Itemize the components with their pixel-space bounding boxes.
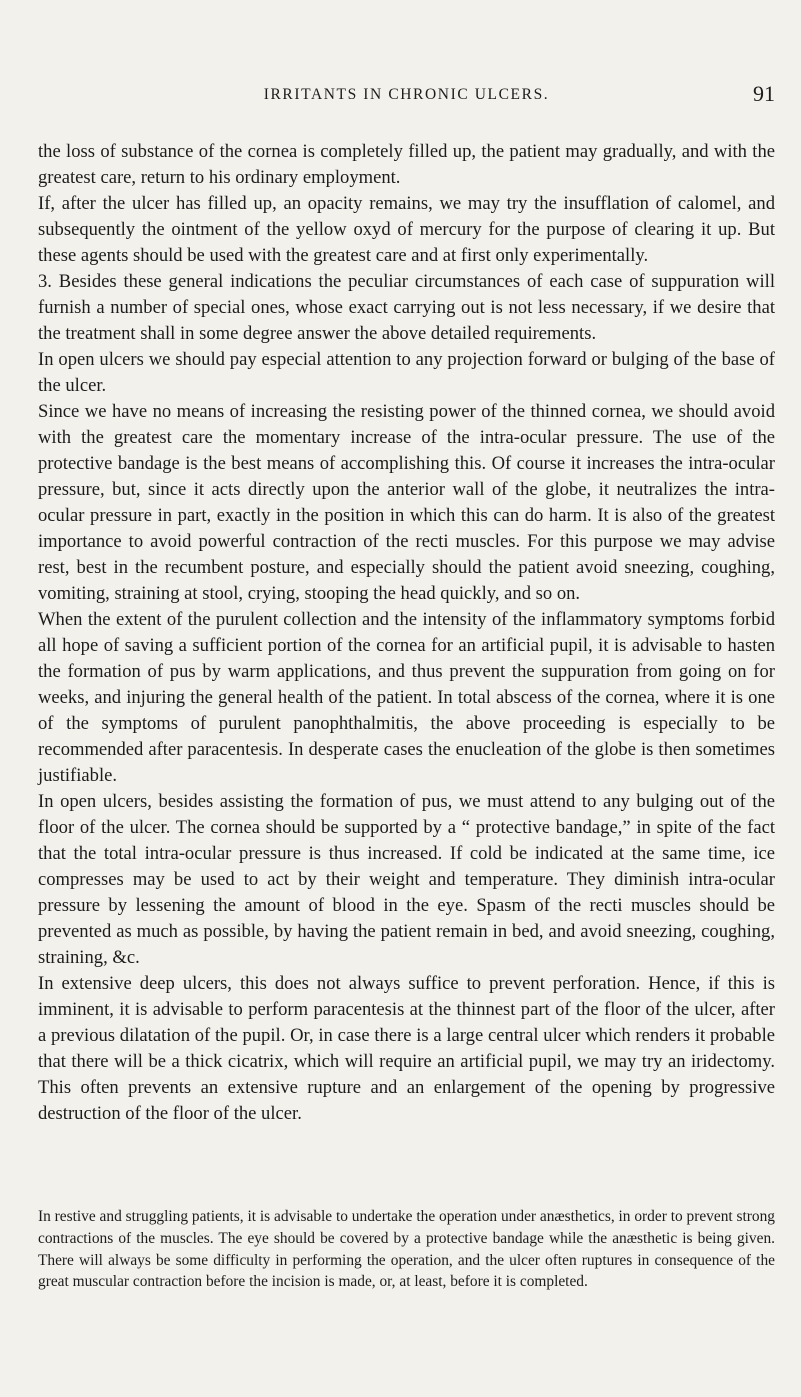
paragraph: Since we have no means of increasing the resisting power of the thinned cornea, we should avoid with the greatest care the momentary increase of the intra-ocular pressure. The use of the protective bandage is the best means of accomplishing this. Of course it increases the intra-ocular pressure, but, since it acts directly upon the anterior wall of the globe, it neutralizes the intra-ocular pressure in part, exactly in the position in which this can do harm. It is also of the greatest importance to avoid powerful contraction of the recti muscles. For this purpose we may advise rest, best in the recumbent posture, and especially should the patient avoid sneezing, coughing, vomiting, straining at stool, crying, stooping the head quickly, and so on.	[38, 401, 775, 604]
paragraph: When the extent of the purulent collection and the intensity of the inflammatory symptoms forbid all hope of saving a sufficient portion of the cornea for an artificial pupil, it is advisable to hasten the formation of pus by warm applications, and thus prevent the suppuration from going on for weeks, and injuring the general health of the patient. In total abscess of the cornea, where it is one of the symptoms of purulent panophthalmitis, the above proceeding is especially to be recommended after paracentesis. In desperate cases the enucleation of the globe is then sometimes justifiable.	[38, 609, 775, 786]
footnote: In restive and struggling patients, it is advisable to undertake the operation under anæsthetics, in order to prevent strong contractions of the muscles. The eye should be covered by a protective bandage while the anæsthetic is being given. There will always be some difficulty in performing the operation, and the ulcer often ruptures in consequence of the great muscular contraction before the incision is made, or, at least, before it is completed.	[38, 1208, 775, 1291]
paragraph: 3. Besides these general indications the peculiar circumstances of each case of suppuration will furnish a number of special ones, whose exact carrying out is not less necessary, if we desire that the treatment shall in some degree answer the above detailed requirements.	[38, 271, 775, 344]
paragraph: If, after the ulcer has filled up, an opacity remains, we may try the insufflation of calomel, and subsequently the ointment of the yellow oxyd of mercury for the purpose of clearing it up. But these agents should be used with the greatest care and at first only experimentally.	[38, 193, 775, 266]
paragraph: the loss of substance of the cornea is completely filled up, the patient may gradually, and with the greatest care, return to his ordinary employment.	[38, 141, 775, 188]
running-title: IRRITANTS IN CHRONIC ULCERS.	[263, 86, 550, 103]
paragraph: In open ulcers we should pay especial attention to any projection forward or bulging of the base of the ulcer.	[38, 349, 775, 396]
body-text	[38, 139, 775, 1127]
paragraph: In open ulcers, besides assisting the formation of pus, we must attend to any bulging out of the floor of the ulcer. The cornea should be supported by a “ protective bandage,” in spite of the fact that the total intra-ocular pressure is thus increased. If cold be indicated at the same time, ice compresses may be used to act by their weight and temperature. They diminish intra-ocular pressure by lessening the amount of blood in the eye. Spasm of the recti muscles should be prevented as much as possible, by having the patient remain in bed, and avoid sneezing, coughing, straining, &c.	[38, 791, 775, 968]
paragraph: In extensive deep ulcers, this does not always suffice to prevent perforation. Hence, if this is imminent, it is advisable to perform paracentesis at the thinnest part of the floor of the ulcer, after a previous dilatation of the pupil. Or, in case there is a large central ulcer which renders it probable that there will be a thick cicatrix, which will require an artificial pupil, we may try an iridectomy. This often prevents an extensive rupture and an enlargement of the opening by progressive destruction of the floor of the ulcer.	[38, 973, 775, 1124]
running-head	[38, 81, 775, 110]
page-number: 91	[753, 81, 775, 106]
